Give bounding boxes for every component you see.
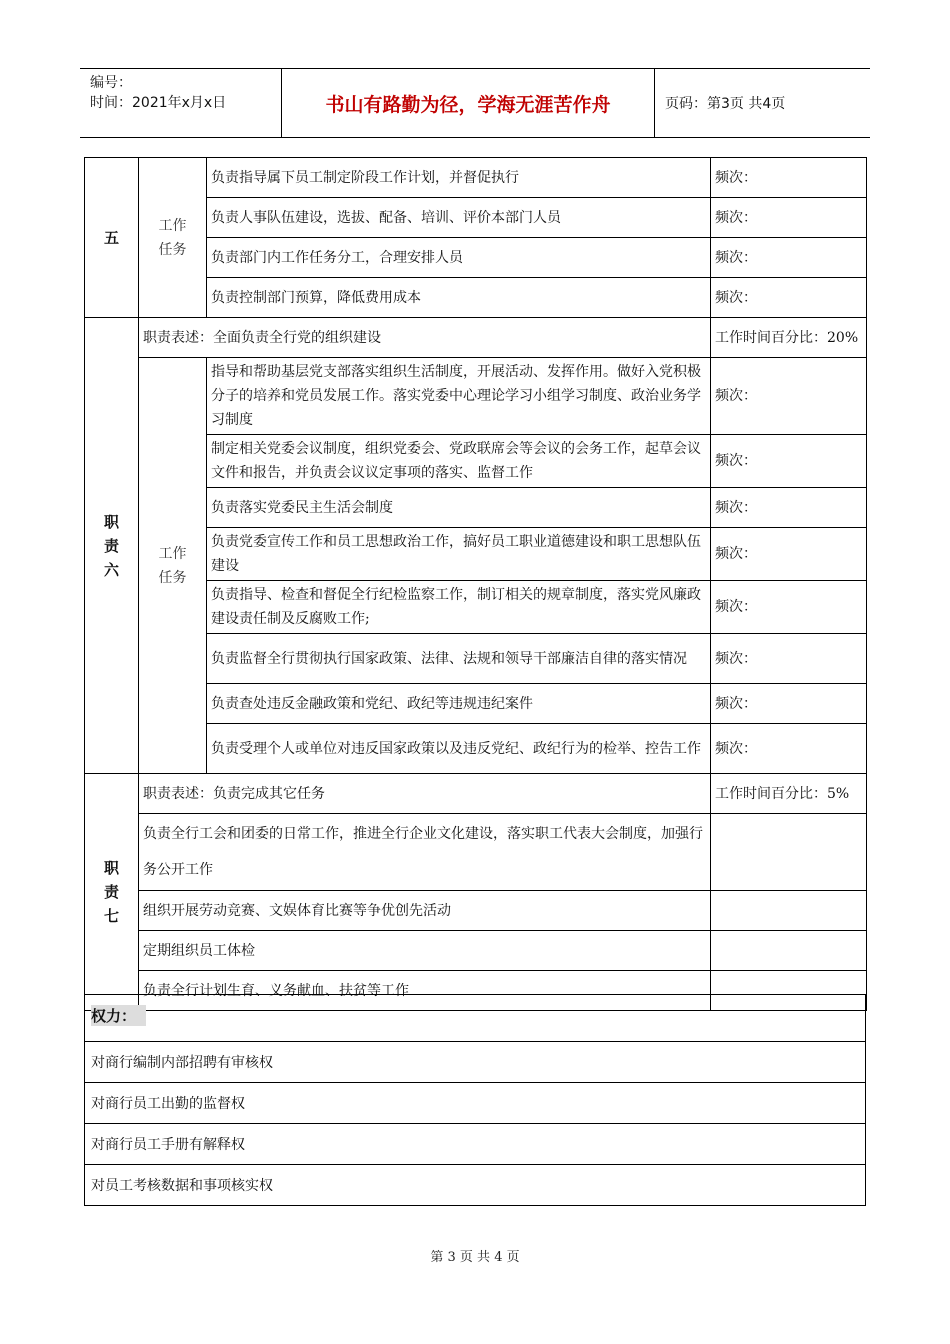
task-text: 负责人事队伍建设，选拔、配备、培训、评价本部门人员 (207, 198, 711, 238)
task-text: 负责查处违反金融政策和党纪、政纪等违规违纪案件 (207, 684, 711, 724)
task-label-text: 工作任务 (158, 545, 187, 586)
task-frequency: 频次： (711, 238, 867, 278)
empty-cell (711, 931, 867, 971)
table-row (85, 1042, 866, 1083)
powers-title: 权力： (91, 1005, 146, 1026)
powers-table (84, 994, 866, 1206)
task-text: 组织开展劳动竞赛、文娱体育比赛等争优创先活动 (139, 891, 711, 931)
date-label: 时间：2021年x月x日 (90, 95, 227, 111)
header-page-info: 页码：第3页 共4页 (665, 96, 786, 112)
section-6-description: 职责表述：全面负责全行党的组织建设 (139, 318, 711, 358)
table-row (85, 1083, 866, 1124)
section-7-time-percent: 工作时间百分比：5% (711, 774, 867, 814)
header-meta (80, 69, 282, 137)
duties-table (84, 157, 867, 1011)
serial-label: 编号： (90, 75, 132, 91)
section-7-description: 职责表述：负责完成其它任务 (139, 774, 711, 814)
empty-cell (711, 814, 867, 891)
task-frequency: 频次： (711, 278, 867, 318)
task-frequency: 频次： (711, 358, 867, 435)
task-frequency: 频次： (711, 581, 867, 634)
task-frequency: 频次： (711, 198, 867, 238)
section-5-task-label (139, 158, 207, 318)
section-6-name-text: 职责六 (103, 512, 119, 579)
table-row (85, 1165, 866, 1206)
task-frequency: 频次： (711, 724, 867, 774)
power-item: 对商行员工手册有解释权 (85, 1124, 866, 1165)
table-row (85, 891, 867, 931)
table-row (85, 774, 867, 814)
task-text: 负责全行工会和团委的日常工作，推进全行企业文化建设，落实职工代表大会制度，加强行务公开工作 (139, 814, 711, 891)
task-text: 负责受理个人或单位对违反国家政策以及违反党纪、政纪行为的检举、控告工作 (207, 724, 711, 774)
section-7-name (85, 774, 139, 1011)
task-text: 指导和帮助基层党支部落实组织生活制度，开展活动、发挥作用。做好入党积极分子的培养和党员发展工作。落实党委中心理论学习小组学习制度、政治业务学习制度 (207, 358, 711, 435)
task-frequency: 频次： (711, 435, 867, 488)
task-label-text: 工作任务 (158, 217, 187, 258)
task-text: 负责部门内工作任务分工，合理安排人员 (207, 238, 711, 278)
power-item: 对商行编制内部招聘有审核权 (85, 1042, 866, 1083)
task-text: 制定相关党委会议制度，组织党委会、党政联席会等会议的会务工作，起草会议文件和报告，并负责会议议定事项的落实、监督工作 (207, 435, 711, 488)
page-header (80, 68, 870, 138)
section-6-time-percent: 工作时间百分比：20% (711, 318, 867, 358)
task-frequency: 频次： (711, 528, 867, 581)
task-text: 负责指导、检查和督促全行纪检监察工作，制订相关的规章制度，落实党风廉政建设责任制及反腐败工作; (207, 581, 711, 634)
task-frequency: 频次： (711, 684, 867, 724)
task-text: 负责监督全行贯彻执行国家政策、法律、法规和领导干部廉洁自律的落实情况 (207, 634, 711, 684)
section-6-task-label (139, 358, 207, 774)
powers-title-cell (85, 995, 866, 1042)
task-frequency: 频次： (711, 634, 867, 684)
task-text: 负责控制部门预算，降低费用成本 (207, 278, 711, 318)
power-item: 对商行员工出勤的监督权 (85, 1083, 866, 1124)
table-row (85, 158, 867, 198)
task-text: 定期组织员工体检 (139, 931, 711, 971)
table-row (85, 358, 867, 435)
section-6-name (85, 318, 139, 774)
table-row (85, 814, 867, 891)
section-7-name-text: 职责七 (103, 859, 119, 925)
power-item: 对员工考核数据和事项核实权 (85, 1165, 866, 1206)
table-row (85, 1124, 866, 1165)
table-row (85, 931, 867, 971)
task-text: 负责落实党委民主生活会制度 (207, 488, 711, 528)
table-row (85, 318, 867, 358)
task-frequency: 频次： (711, 488, 867, 528)
task-text: 负责全行计划生育、义务献血、扶贫等工作 (139, 971, 711, 1011)
empty-cell (711, 891, 867, 931)
header-motto: 书山有路勤为径，学海无涯苦作舟 (282, 69, 655, 137)
section-5-number: 五 (85, 158, 139, 318)
table-row (85, 995, 866, 1042)
task-text: 负责党委宣传工作和员工思想政治工作，搞好员工职业道德建设和职工思想队伍建设 (207, 528, 711, 581)
task-text: 负责指导属下员工制定阶段工作计划，并督促执行 (207, 158, 711, 198)
task-frequency: 频次： (711, 158, 867, 198)
page-footer: 第 3 页 共 4 页 (430, 1250, 520, 1265)
